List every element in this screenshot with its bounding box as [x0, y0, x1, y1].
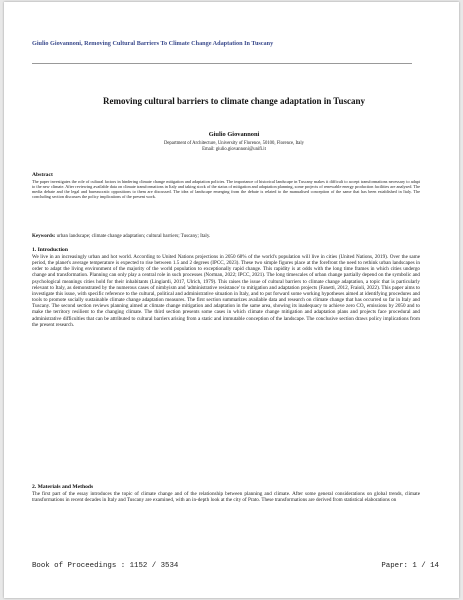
affiliation: Department of Architecture, University of Florence, 50100, Florence, Italy	[163, 141, 305, 146]
introduction-text: We live in an increasingly urban and hot world. According to United Nations projections in 2050 68% of the world's population will live in cities (United Nations, 2019). Over the same period, the planet's average temperature is expected to rise between 1.5 and 2 degrees (IPCC, 2023). These two simple figures place at the forefront the need to rethink urban landscapes in order to adapt the living environment of the majority of the world population to exceptionally rapid change. This rapidity is at odds with the long time frames in which cities undergo change and transformation. Planning can only play a central role in such processes (Norman, 2022; IPCC, 2021). The long timescales of urban change partially depend on the symbolic and psychological meanings cities hold for their inhabitants (Lingiardi, 2017, Ulrich, 1979). This raises the issue of cultural barriers to climate change adaptation, a topic that is particularly relevant to Italy, as demonstrated by the numerous cases of nimbyism and 'administrative resistance' to mitigation and adaptation projects (Fanetti, 2012, Fraioli, 2022). This paper aims to investigate this issue, with specific reference to the cultural, political and administrative situation in Italy, and to put forward some working hypotheses aimed at identifying procedures and tools to promote socially sustainable climate change adaptation measures. The first section summarizes available data and research on climate change that has occurred so far in Italy and Tuscany. The second section reviews planning aimed at climate change mitigation and adaptation in the same area, showing its inadequacy to achieve zero CO₂ emissions by 2050 and to make the territory resilient to the changing climate. The third section presents some cases in which climate change mitigation and adaptation plans and projects face procedural and administrative difficulties that can be attributed to cultural barriers arising from a static and immutable conception of the landscape. The conclusive section draws policy implications from the present research.	[32, 254, 420, 328]
running-header: Giulio Giovannoni, Removing Cultural Barriers To Climate Change Adaptation In Tuscany	[32, 40, 274, 47]
abstract-heading: Abstract	[32, 172, 53, 178]
author-name: Giulio Giovannoni	[208, 131, 260, 138]
keywords-text: urban landscape; climate change adaptation; cultural barriers; Tuscany; Italy.	[56, 234, 211, 239]
paper-page-counter: Paper: 1 / 14	[381, 562, 439, 570]
paper-page	[4, 2, 459, 598]
header-divider	[32, 63, 412, 64]
introduction-heading: 1. Introduction	[32, 247, 68, 253]
abstract-text: The paper investigates the role of cultural factors in hindering climate change mitigation and adaptation policies. The importance of historical landscape in Tuscany makes it difficult to accept transformations necessary to adapt to the new climate. After reviewing available data on climate transformations in Italy and taking stock of the status of mitigation and adaptation planning, some projects of renewable energy production facilities are analysed. The media debate and the legal and bureaucratic oppositions to them are discussed. The idea of landscape emerging from the debate is related to the manualised conception of the same that has been established in Italy. The concluding section discusses the policy implications of the present work.	[32, 179, 420, 200]
author-email: Email: giulio.giovannoni@unifi.it	[202, 147, 266, 153]
paper-title: Removing cultural barriers to climate change adaptation in Tuscany	[102, 96, 365, 106]
methods-heading: 2. Materials and Methods	[32, 484, 94, 490]
keywords-label: Keywords:	[32, 234, 56, 239]
proceedings-page-counter: Book of Proceedings : 1152 / 3534	[32, 562, 179, 570]
methods-text: The first part of the essay introduces the topic of climate change and of the relationship between planning and climate. After some general considerations on global trends, climate transformations in recent decades in Italy and Tuscany are examined, with an in-depth look at the city of Prato. These transformations are derived from statistical elaborations on	[32, 491, 420, 504]
keywords-line	[32, 234, 432, 239]
author-affiliation-block	[64, 141, 404, 153]
